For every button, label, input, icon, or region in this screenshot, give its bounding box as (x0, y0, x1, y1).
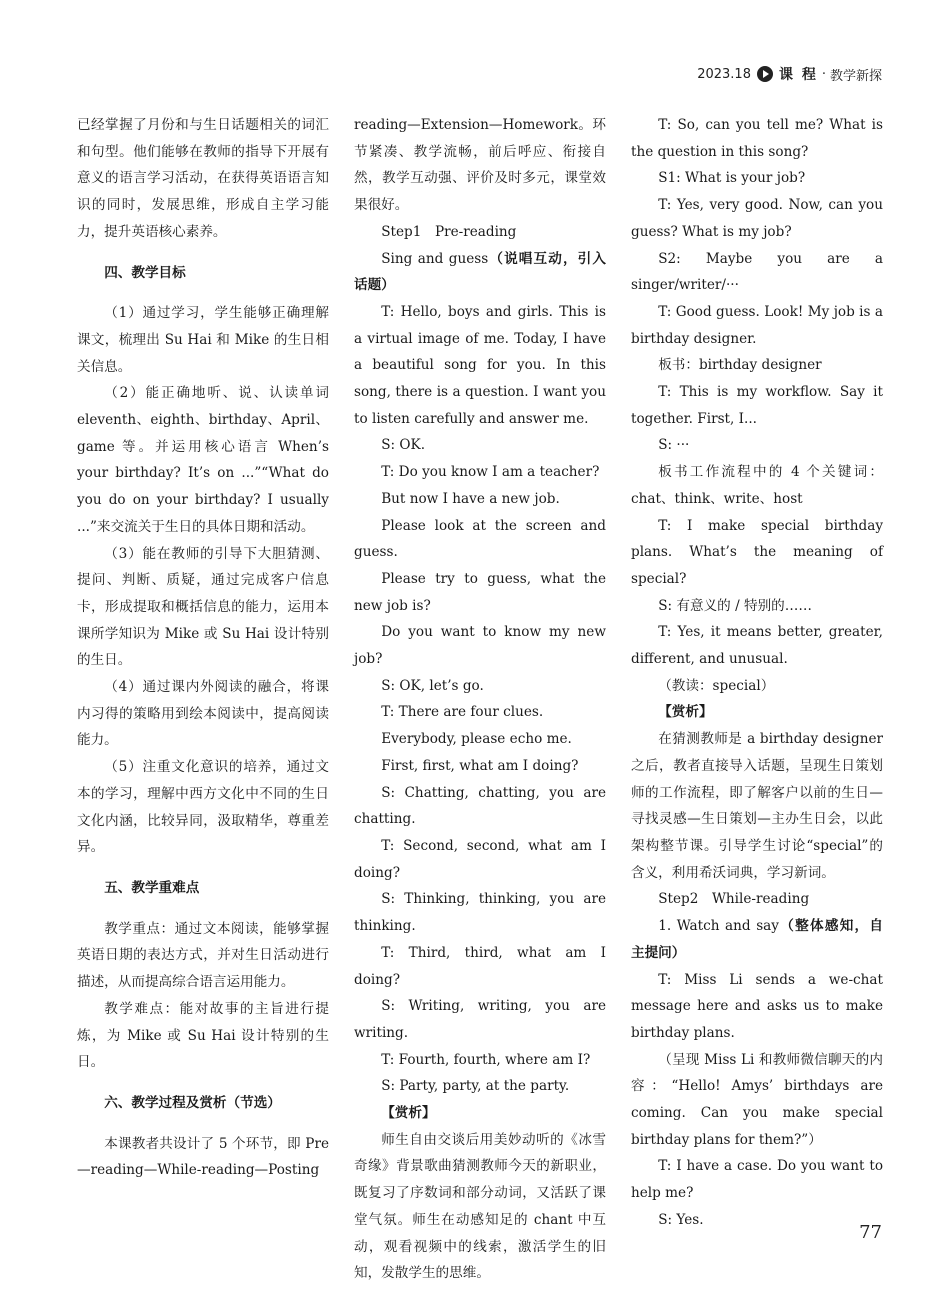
dialogue-line: S: Thinking, thinking, you are thinking. (354, 891, 606, 935)
dialogue-line: T: Good guess. Look! My job is a birthday designer. (631, 303, 883, 347)
activity-note: （说唱互动，引入话题） (354, 250, 606, 294)
section-heading: 六、教学过程及赏析（节选） (104, 1094, 281, 1111)
section-column: 教学新探 (829, 68, 882, 84)
dialogue-line: S: OK, let’s go. (381, 677, 484, 694)
dialogue-line: T: Yes, it means better, greater, different, and unusual. (631, 624, 883, 668)
dialogue-line: T: Hello, boys and girls. This is a virtual image of me. Today, I have a beautiful song for you. In this song, there is a question. I want you to listen carefully and answer me. (354, 303, 606, 427)
column-right (631, 112, 883, 1234)
paragraph: 教学难点：能对故事的主旨进行提炼，为 Mike 或 Su Hai 设计特别的生日。 (77, 1000, 329, 1071)
paragraph: 教学重点：通过文本阅读，能够掌握英语日期的表达方式，并对生日活动进行描述，从而提高综合语言运用能力。 (77, 920, 329, 991)
activity-title: 1. Watch and say (658, 918, 779, 935)
goal-item: （2）能正确地听、说、认读单词 eleventh、eighth、birthday、April、game 等。并运用核心语言 When’s your birthday? It’s on ...”“What do you do on your birthday? I usually ...”来交流关于生日的具体日期和活动。 (77, 385, 329, 535)
step-heading: Step1 Pre-reading (381, 223, 517, 240)
dialogue-line: S: Yes. (658, 1211, 704, 1228)
dialogue-line: Do you want to know my new job? (354, 624, 606, 668)
dialogue-line: But now I have a new job. (381, 490, 560, 507)
dialogue-line: S1: What is your job? (658, 170, 806, 187)
step-heading: Step2 While-reading (658, 891, 810, 908)
goal-item: （1）通过学习，学生能够正确理解课文，梳理出 Su Hai 和 Mike 的生日相关信息。 (77, 305, 329, 375)
dialogue-line: S: OK. (381, 437, 426, 454)
dialogue-line: S: Chatting, chatting, you are chatting. (354, 784, 606, 828)
teaching-note: （呈现 Miss Li 和教师微信聊天的内 容：“Hello! Amys’ birthdays are coming. Can you make special birthday plans for them?”） (631, 1051, 883, 1148)
dialogue-line: T: There are four clues. (381, 704, 544, 721)
analysis-label: 【赏析】 (381, 1105, 436, 1122)
dialogue-line: T: This is my workflow. Say it together. First, I... (631, 384, 883, 427)
activity-heading (631, 913, 883, 966)
board-note: 板书工作流程中的 4 个关键词：chat、think、write、host (631, 464, 883, 507)
dialogue-line: S: Writing, writing, you are writing. (354, 998, 606, 1041)
dialogue-line: Everybody, please echo me. (381, 731, 572, 748)
activity-title: Sing and guess (381, 250, 489, 267)
dialogue-line: Please try to guess, what the new job is? (354, 570, 606, 614)
dialogue-line: S: 有意义的 / 特别的…… (658, 597, 812, 614)
dialogue-line: Please look at the screen and guess. (354, 517, 606, 561)
running-header (697, 64, 882, 84)
goal-item: （4）通过课内外阅读的融合，将课内习得的策略用到绘本阅读中，提高阅读能力。 (77, 679, 329, 749)
goal-item: （3）能在教师的引导下大胆猜测、提问、判断、质疑，通过完成客户信息卡，形成提取和概括信息的能力，运用本课所学知识为 Mike 或 Su Hai 设计特别的生日。 (77, 545, 329, 669)
analysis-paragraph: 师生自由交谈后用美妙动听的《冰雪奇缘》背景歌曲猜测教师今天的新职业，既复习了序数词和部分动词，又活跃了课堂气氛。师生在动感知足的 chant 中互动，观看视频中的线索，激活学生的旧知，发散学生的思维。 (354, 1131, 606, 1282)
header-separator: · (821, 66, 826, 82)
play-icon (757, 66, 773, 82)
paragraph: 本课教者共设计了 5 个环节，即 Pre—reading—While-reading—Posting (77, 1135, 329, 1179)
paragraph: reading—Extension—Homework。环节紧凑、教学流畅，前后呼应、衔接自然，教学互动强、评价及时多元，课堂效果很好。 (354, 117, 606, 214)
section-heading: 五、教学重难点 (104, 879, 200, 896)
board-note: 板书：birthday designer (658, 357, 822, 374)
dialogue-line: S: Party, party, at the party. (381, 1078, 570, 1095)
teaching-note: （教读：special） (658, 677, 775, 694)
section-category: 课 程 (778, 67, 818, 83)
column-middle (354, 112, 606, 1287)
issue-number: 2023.18 (697, 66, 751, 82)
dialogue-line: T: Yes, very good. Now, can you guess? What is my job? (631, 197, 883, 240)
goal-item: （5）注重文化意识的培养，通过文本的学习，理解中西方文化中不同的生日文化内涵，比较异同，汲取精华，尊重差异。 (77, 759, 329, 856)
analysis-label: 【赏析】 (658, 704, 713, 721)
dialogue-line: S2: Maybe you are a singer/writer/··· (631, 250, 883, 294)
paragraph: 已经掌握了月份和与生日话题相关的词汇和句型。他们能够在教师的指导下开展有意义的语言学习活动，在获得英语语言知识的同时，发展思维，形成自主学习能力，提升英语核心素养。 (77, 117, 329, 240)
dialogue-line: T: Fourth, fourth, where am I? (381, 1051, 591, 1068)
dialogue-line: T: I have a case. Do you want to help me? (631, 1158, 883, 1202)
activity-note: （整体感知，自主提问） (631, 918, 884, 961)
dialogue-line: T: Do you know I am a teacher? (381, 464, 600, 481)
dialogue-line: S: ··· (658, 437, 690, 454)
dialogue-line: T: Third, third, what am I doing? (354, 944, 606, 988)
dialogue-line: T: I make special birthday plans. What’s the meaning of special? (631, 517, 883, 587)
activity-heading (354, 246, 606, 299)
dialogue-line: T: So, can you tell me? What is the question in this song? (631, 117, 883, 160)
dialogue-line: T: Miss Li sends a we-chat message here and asks us to make birthday plans. (631, 971, 883, 1041)
page-number: 77 (859, 1222, 882, 1243)
analysis-paragraph: 在猜测教师是 a birthday designer 之后，教者直接导入话题，呈现生日策划师的工作流程，即了解客户以前的生日—寻找灵感—生日策划—主办生日会，以此架构整节课。引导学生讨论“special”的含义，利用希沃词典，学习新词。 (631, 731, 883, 881)
dialogue-line: T: Second, second, what am I doing? (354, 837, 606, 881)
dialogue-line: First, first, what am I doing? (381, 757, 579, 774)
section-heading: 四、教学目标 (104, 264, 186, 281)
column-left (77, 112, 329, 1184)
